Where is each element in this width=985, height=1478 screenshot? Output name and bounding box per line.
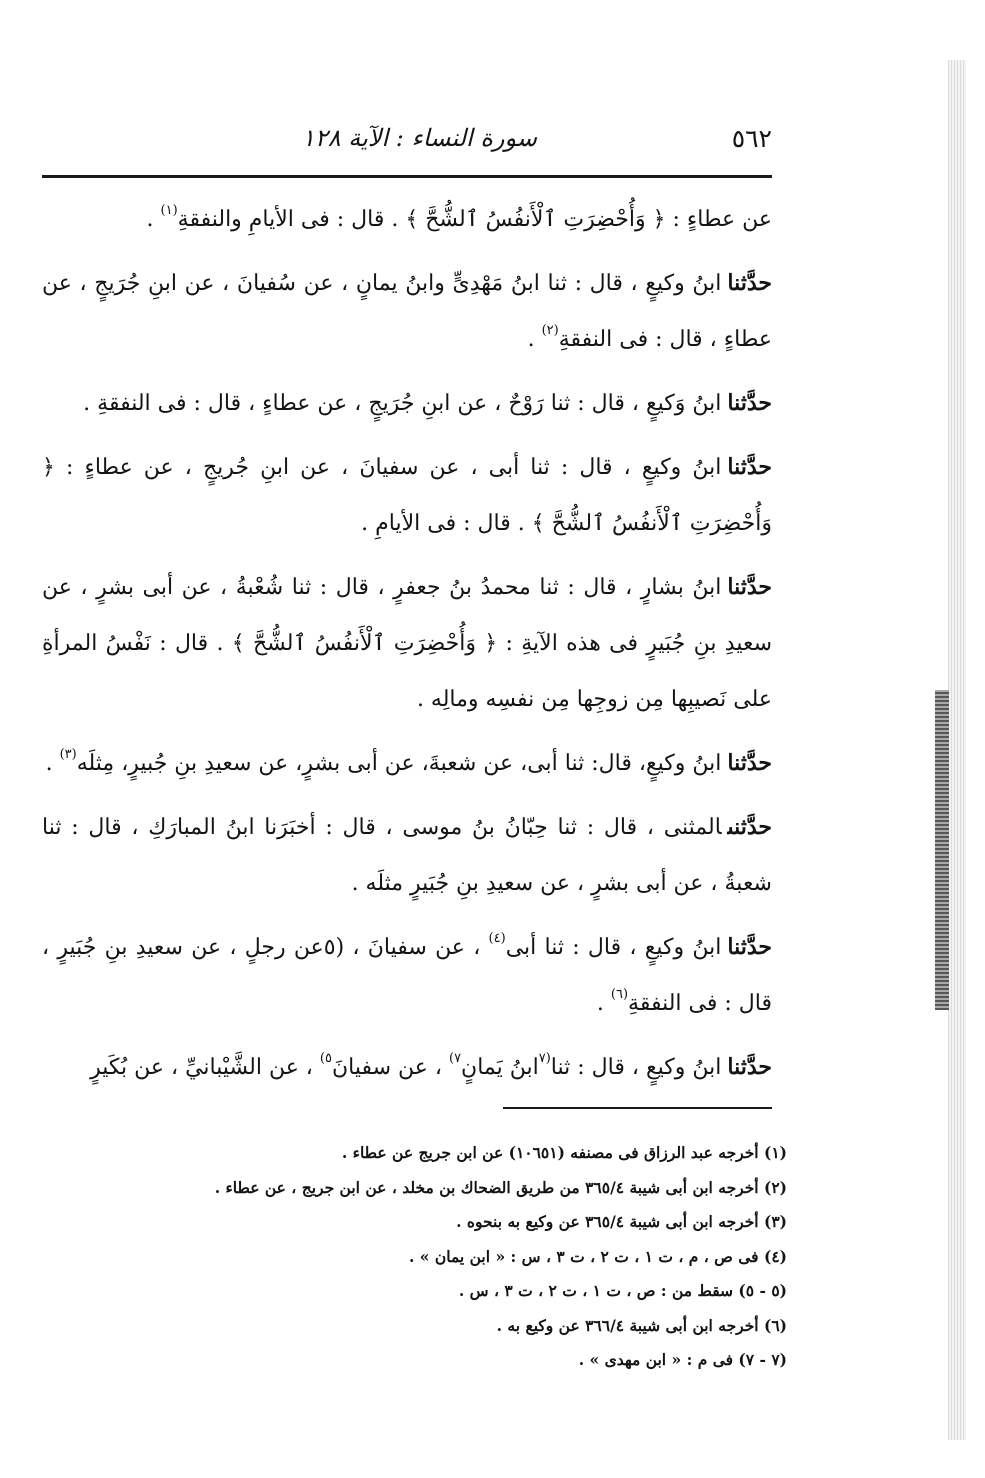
paragraph-text: ، عن سفيانَ xyxy=(331,1055,449,1080)
paragraph-text: ابنُ وكيعٍ ، قال : ثنا أبى xyxy=(505,935,722,960)
running-head: سورة النساء : الآية ١٢٨ xyxy=(301,124,537,152)
footnote-ref: (٤) xyxy=(488,931,506,946)
paragraph xyxy=(42,919,772,1032)
page-number: ٥٦٢ xyxy=(731,124,772,153)
main-text xyxy=(42,192,772,1103)
paragraph-text: ابنُ وَكيعٍ ، قال : ثنا رَوْحٌ ، عن ابنِ جُرَيجٍ ، عن عطاءٍ ، قال : فى النفقةِ . xyxy=(83,391,722,416)
footnote: (٦) أخرجه ابن أبى شيبة ٣٦٦/٤ عن وكيع به . xyxy=(496,1315,787,1335)
footnote-rule xyxy=(503,1107,772,1109)
paragraph-text: ابنُ بشارٍ ، قال : ثنا محمدُ بنُ جعفرٍ ، قال : ثنا شُعْبةُ ، عن أبى بشرٍ ، عن سعيدِ بنِ جُبَيرٍ فى هذه الآيةِ : ﴿ وَأُحْضِرَتِ ٱلْأَنفُسُ ٱلشُّحَّ ﴾ . قال : نَفْسُ المرأةِ على نَصيبِها مِن زوجِها مِن نفسِه ومالِه . xyxy=(42,575,772,712)
footnote: (٢) أخرجه ابن أبى شيبة ٣٦٥/٤ من طريق الضحاك بن مخلد ، عن ابن جريج ، عن عطاء . xyxy=(214,1177,787,1197)
paragraph xyxy=(42,799,772,912)
footnote: (٤) فى ص ، م ، ت ١ ، ت ٢ ، ت ٣ ، س : « ابن يمان » . xyxy=(408,1246,787,1266)
footnotes xyxy=(42,1136,787,1378)
footnote-ref: ٥) xyxy=(319,1051,332,1066)
paragraph-text: ابنُ وكيعٍ ، قال : ثنا ابنُ مَهْدِىٍّ وابنُ يمانٍ ، عن سُفيانَ ، عن ابنِ جُرَيجٍ ، عن عطاءٍ ، قال : فى النفقةِ xyxy=(42,271,772,352)
paragraph-text: عن عطاءٍ : ﴿ وَأُحْضِرَتِ ٱلْأَنفُسُ ٱلشُّحَّ ﴾ . قال : فى الأيامِ والنفقةِ xyxy=(177,207,772,232)
isnad-lead: حدَّثنا xyxy=(727,1054,772,1080)
footnote-ref: (٦) xyxy=(610,987,629,1002)
page-header xyxy=(42,118,772,164)
binding-edge xyxy=(935,690,949,1010)
isnad-lead: حدَّثنا xyxy=(727,934,773,960)
isnad-lead: حدَّثنا xyxy=(727,390,772,416)
footnote-ref: (٣) xyxy=(59,747,77,762)
paragraph-text: المثنى ، قال : ثنا حِبّانُ بنُ موسى ، قال : أخبَرَنا ابنُ المبارَكِ ، قال : ثنا شعبةُ ، عن أبى بشرٍ ، عن سعيدِ بنِ جُبَيرٍ مثلَه . xyxy=(42,815,772,896)
footnote: (١) أخرجه عبد الرزاق فى مصنفه (١٠٦٥١) عن ابن جريج عن عطاء . xyxy=(341,1143,787,1162)
paragraph-end: ، عن الشَّيْبانيِّ ، عن بُكَيرٍ xyxy=(90,1055,320,1080)
paragraph-end: . xyxy=(596,991,611,1016)
header-rule xyxy=(42,175,772,178)
footnote: (٥ - ٥) سقط من : ص ، ت ١ ، ت ٢ ، ت ٣ ، س . xyxy=(458,1281,787,1300)
footnote-ref: (١) xyxy=(160,203,178,218)
paragraph xyxy=(42,1039,772,1096)
paragraph-text: ، عن سفيانَ ، (٥عن رجلٍ ، عن سعيدِ بنِ جُبَيرٍ ، قال : فى النفقةِ xyxy=(42,935,772,1016)
paragraph-text: ابنُ وكيعٍ ، قال : ثنا xyxy=(550,1055,722,1080)
isnad-lead: حدَّثنا xyxy=(727,574,772,600)
paragraph xyxy=(42,559,772,728)
footnote-ref: (٧ xyxy=(538,1051,551,1066)
footnote-ref: ٧) xyxy=(448,1051,462,1066)
paragraph xyxy=(42,192,772,248)
footnote: (٣) أخرجه ابن أبى شيبة ٣٦٥/٤ عن وكيع به بنحوه . xyxy=(456,1212,787,1231)
isnad-lead: حدَّثنا xyxy=(727,454,772,480)
paragraph xyxy=(42,375,772,432)
paragraph-end: . xyxy=(146,207,161,232)
isnad-lead: حدَّثنى xyxy=(727,814,772,840)
footnote-ref: (٢) xyxy=(541,323,559,338)
isnad-lead: حدَّثنا xyxy=(727,270,772,296)
page-edge-shading xyxy=(948,60,966,1440)
paragraph xyxy=(42,735,772,792)
paragraph-end: . xyxy=(45,751,60,776)
paragraph xyxy=(42,439,772,552)
paragraph xyxy=(42,255,772,368)
footnote: (٧ - ٧) فى م : « ابن مهدى » . xyxy=(578,1350,787,1369)
paragraph-text: ابنُ يَمانٍ xyxy=(461,1055,539,1080)
paragraph-text: ابنُ وكيعٍ، قال: ثنا أبى، عن شعبةَ، عن أبى بشرٍ، عن سعيدِ بنِ جُبيرٍ، مِثلَه xyxy=(76,751,722,776)
paragraph-end: . xyxy=(527,327,542,352)
isnad-lead: حدَّثنا xyxy=(727,750,772,776)
paragraph-text: ابنُ وكيعٍ ، قال : ثنا أبى ، عن سفيانَ ، عن ابنِ جُريجٍ ، عن عطاءٍ : ﴿ وَأُحْضِرَتِ ٱلْأَنفُسُ ٱلشُّحَّ ﴾ . قال : فى الأيامِ . xyxy=(42,455,772,536)
